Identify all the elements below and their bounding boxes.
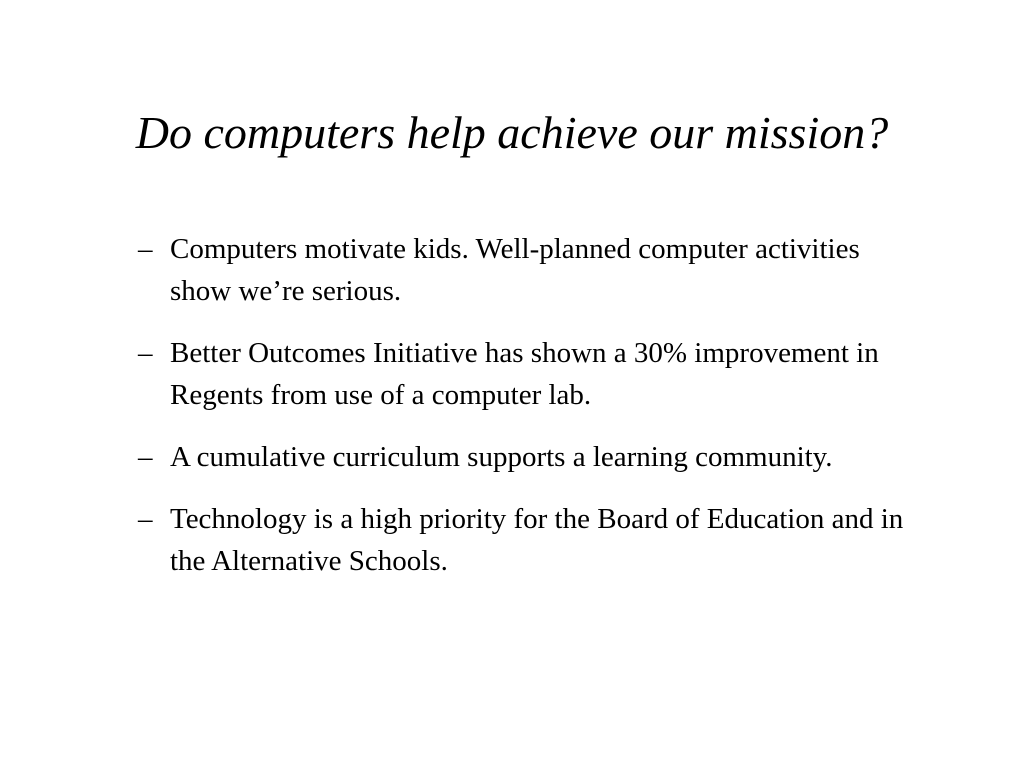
bullet-text: Technology is a high priority for the Board of Education and in the Alternative Schools. bbox=[170, 503, 904, 577]
bullet-item bbox=[138, 228, 918, 312]
slide-title: Do computers help achieve our mission? bbox=[135, 107, 889, 158]
bullet-item bbox=[138, 498, 918, 582]
bullet-text: A cumulative curriculum supports a learning community. bbox=[170, 441, 833, 473]
bullet-item bbox=[138, 436, 918, 478]
bullet-list bbox=[138, 228, 918, 602]
bullet-dash: – bbox=[138, 233, 153, 265]
bullet-dash: – bbox=[138, 503, 153, 535]
bullet-item bbox=[138, 332, 918, 416]
bullet-text: Better Outcomes Initiative has shown a 30% improvement in Regents from use of a computer lab. bbox=[170, 337, 879, 411]
bullet-dash: – bbox=[138, 441, 153, 473]
bullet-dash: – bbox=[138, 337, 153, 369]
bullet-text: Computers motivate kids. Well-planned computer activities show we’re serious. bbox=[170, 233, 860, 307]
